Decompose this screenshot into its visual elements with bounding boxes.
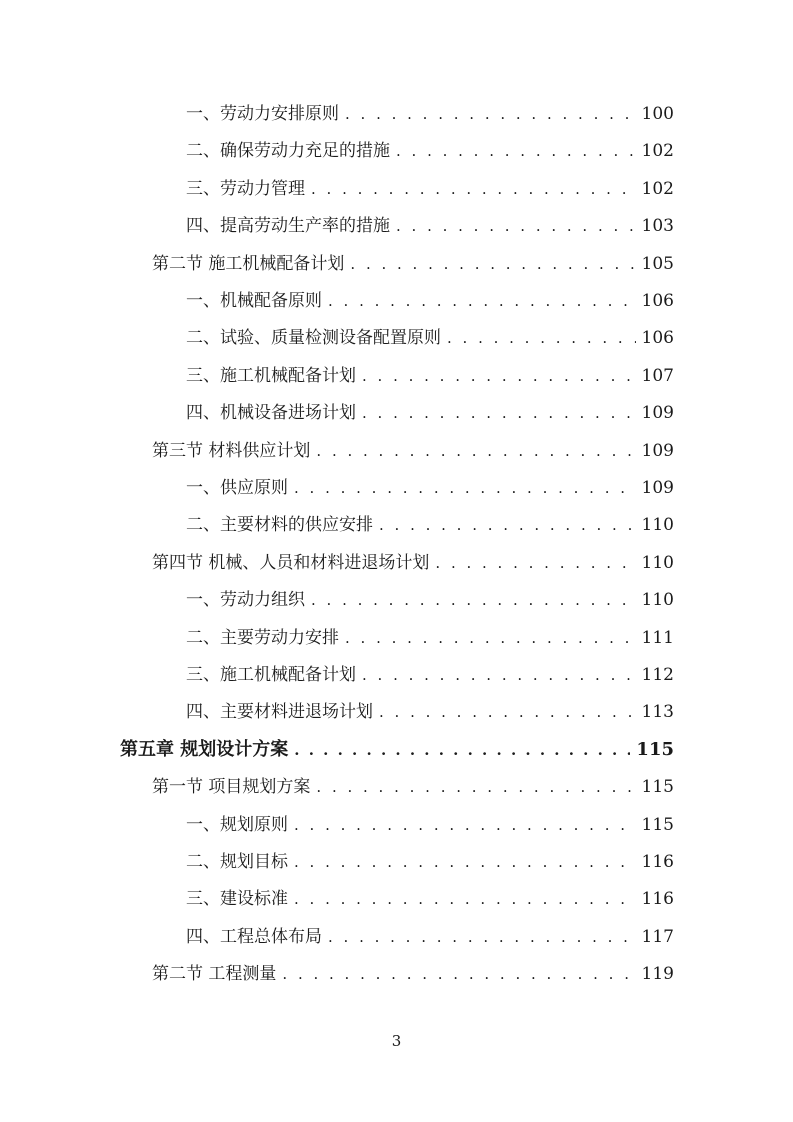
toc-entry-label: 第二节 工程测量: [152, 964, 277, 985]
toc-entry-section[interactable]: [152, 250, 674, 278]
toc-entry-label: 一、供应原则: [186, 478, 288, 498]
dot-leader: [447, 324, 636, 352]
toc-entry-section[interactable]: [152, 549, 674, 577]
toc-entry-label: 四、机械设备进场计划: [186, 403, 356, 424]
toc-entry-label: 四、工程总体布局: [186, 926, 322, 947]
toc-entry-page: 116: [641, 852, 674, 872]
toc-entry-label: 一、劳动力组织: [186, 590, 305, 611]
dot-leader: [282, 960, 635, 988]
toc-entry-label: 第五章 规划设计方案: [120, 738, 289, 760]
dot-leader: [316, 437, 635, 465]
dot-leader: [396, 212, 636, 240]
toc-entry-page: 115: [641, 814, 674, 835]
dot-leader: [435, 549, 635, 577]
toc-entry-page: 115: [636, 738, 674, 760]
toc-entry-item[interactable]: [186, 137, 674, 165]
toc-entry-label: 一、规划原则: [186, 814, 288, 835]
toc-entry-page: 110: [641, 590, 674, 611]
toc-entry-page: 106: [641, 328, 674, 349]
dot-leader: [345, 100, 636, 128]
toc-entry-label: 四、提高劳动生产率的措施: [186, 216, 390, 237]
toc-entry-item[interactable]: [186, 698, 674, 726]
dot-leader: [294, 474, 636, 502]
toc-entry-page: 113: [641, 702, 674, 723]
toc-entry-item[interactable]: [186, 175, 674, 203]
toc-entry-label: 第一节 项目规划方案: [152, 777, 311, 798]
toc-entry-page: 110: [641, 552, 674, 573]
dot-leader: [379, 511, 636, 539]
toc-entry-label: 二、主要材料的供应安排: [186, 515, 373, 536]
toc-entry-chapter[interactable]: [120, 736, 674, 764]
toc-entry-item[interactable]: [186, 848, 674, 876]
dot-leader: [350, 250, 635, 278]
toc-entry-label: 三、建设标准: [186, 889, 288, 910]
dot-leader: [294, 811, 636, 839]
toc-entry-item[interactable]: [186, 811, 674, 839]
toc-entry-item[interactable]: [186, 923, 674, 951]
dot-leader: [294, 736, 630, 764]
toc-entry-item[interactable]: [186, 399, 674, 427]
dot-leader: [379, 698, 636, 726]
toc-entry-page: 109: [641, 478, 674, 498]
toc-entry-page: 109: [641, 403, 674, 424]
dot-leader: [316, 773, 635, 801]
dot-leader: [311, 586, 636, 614]
toc-entry-label: 二、主要劳动力安排: [186, 627, 339, 648]
toc-entry-section[interactable]: [152, 437, 674, 465]
toc-entry-page: 102: [641, 178, 674, 199]
toc-entry-page: 115: [641, 777, 674, 798]
toc-entry-label: 三、施工机械配备计划: [186, 665, 356, 685]
toc-entry-item[interactable]: [186, 661, 674, 689]
toc-entry-label: 四、主要材料进退场计划: [186, 702, 373, 723]
toc-entry-label: 二、试验、质量检测设备配置原则: [186, 328, 441, 349]
toc-entry-page: 111: [641, 627, 674, 648]
dot-leader: [362, 661, 636, 689]
toc-entry-item[interactable]: [186, 324, 674, 352]
toc-entry-label: 二、确保劳动力充足的措施: [186, 141, 390, 162]
dot-leader: [328, 287, 636, 315]
toc-entry-item[interactable]: [186, 511, 674, 539]
toc-entry-label: 第三节 材料供应计划: [152, 440, 311, 461]
dot-leader: [362, 362, 636, 390]
dot-leader: [294, 885, 636, 913]
dot-leader: [328, 923, 636, 951]
toc-entry-label: 一、劳动力安排原则: [186, 104, 339, 124]
toc-entry-page: 117: [641, 926, 674, 947]
toc-entry-item[interactable]: [186, 100, 674, 128]
page-number: 3: [391, 1032, 402, 1050]
toc-entry-item[interactable]: [186, 362, 674, 390]
toc-entry-page: 112: [641, 665, 674, 685]
dot-leader: [345, 624, 636, 652]
toc-entry-page: 119: [641, 964, 674, 985]
toc-entry-label: 第二节 施工机械配备计划: [152, 253, 345, 274]
toc-entry-label: 三、劳动力管理: [186, 178, 305, 199]
toc-entry-label: 一、机械配备原则: [186, 291, 322, 311]
toc-entry-item[interactable]: [186, 474, 674, 502]
toc-entry-section[interactable]: [152, 960, 674, 988]
toc-entry-label: 三、施工机械配备计划: [186, 365, 356, 386]
dot-leader: [294, 848, 636, 876]
dot-leader: [396, 137, 636, 165]
toc-entry-page: 100: [641, 104, 674, 124]
dot-leader: [311, 175, 636, 203]
toc-entry-page: 106: [641, 291, 674, 311]
toc-entry-page: 116: [641, 889, 674, 910]
toc-entry-page: 105: [641, 253, 674, 274]
toc-entry-label: 第四节 机械、人员和材料进退场计划: [152, 552, 430, 573]
toc-entry-item[interactable]: [186, 586, 674, 614]
dot-leader: [362, 399, 636, 427]
toc-entry-page: 109: [641, 440, 674, 461]
toc-entry-page: 110: [641, 515, 674, 536]
toc-entry-item[interactable]: [186, 885, 674, 913]
toc-entry-item[interactable]: [186, 624, 674, 652]
toc-entry-label: 二、规划目标: [186, 852, 288, 872]
toc-entry-item[interactable]: [186, 212, 674, 240]
toc-entry-item[interactable]: [186, 287, 674, 315]
toc-entry-page: 103: [641, 216, 674, 237]
toc-entry-section[interactable]: [152, 773, 674, 801]
toc-entry-page: 107: [641, 365, 674, 386]
toc-entry-page: 102: [641, 141, 674, 162]
